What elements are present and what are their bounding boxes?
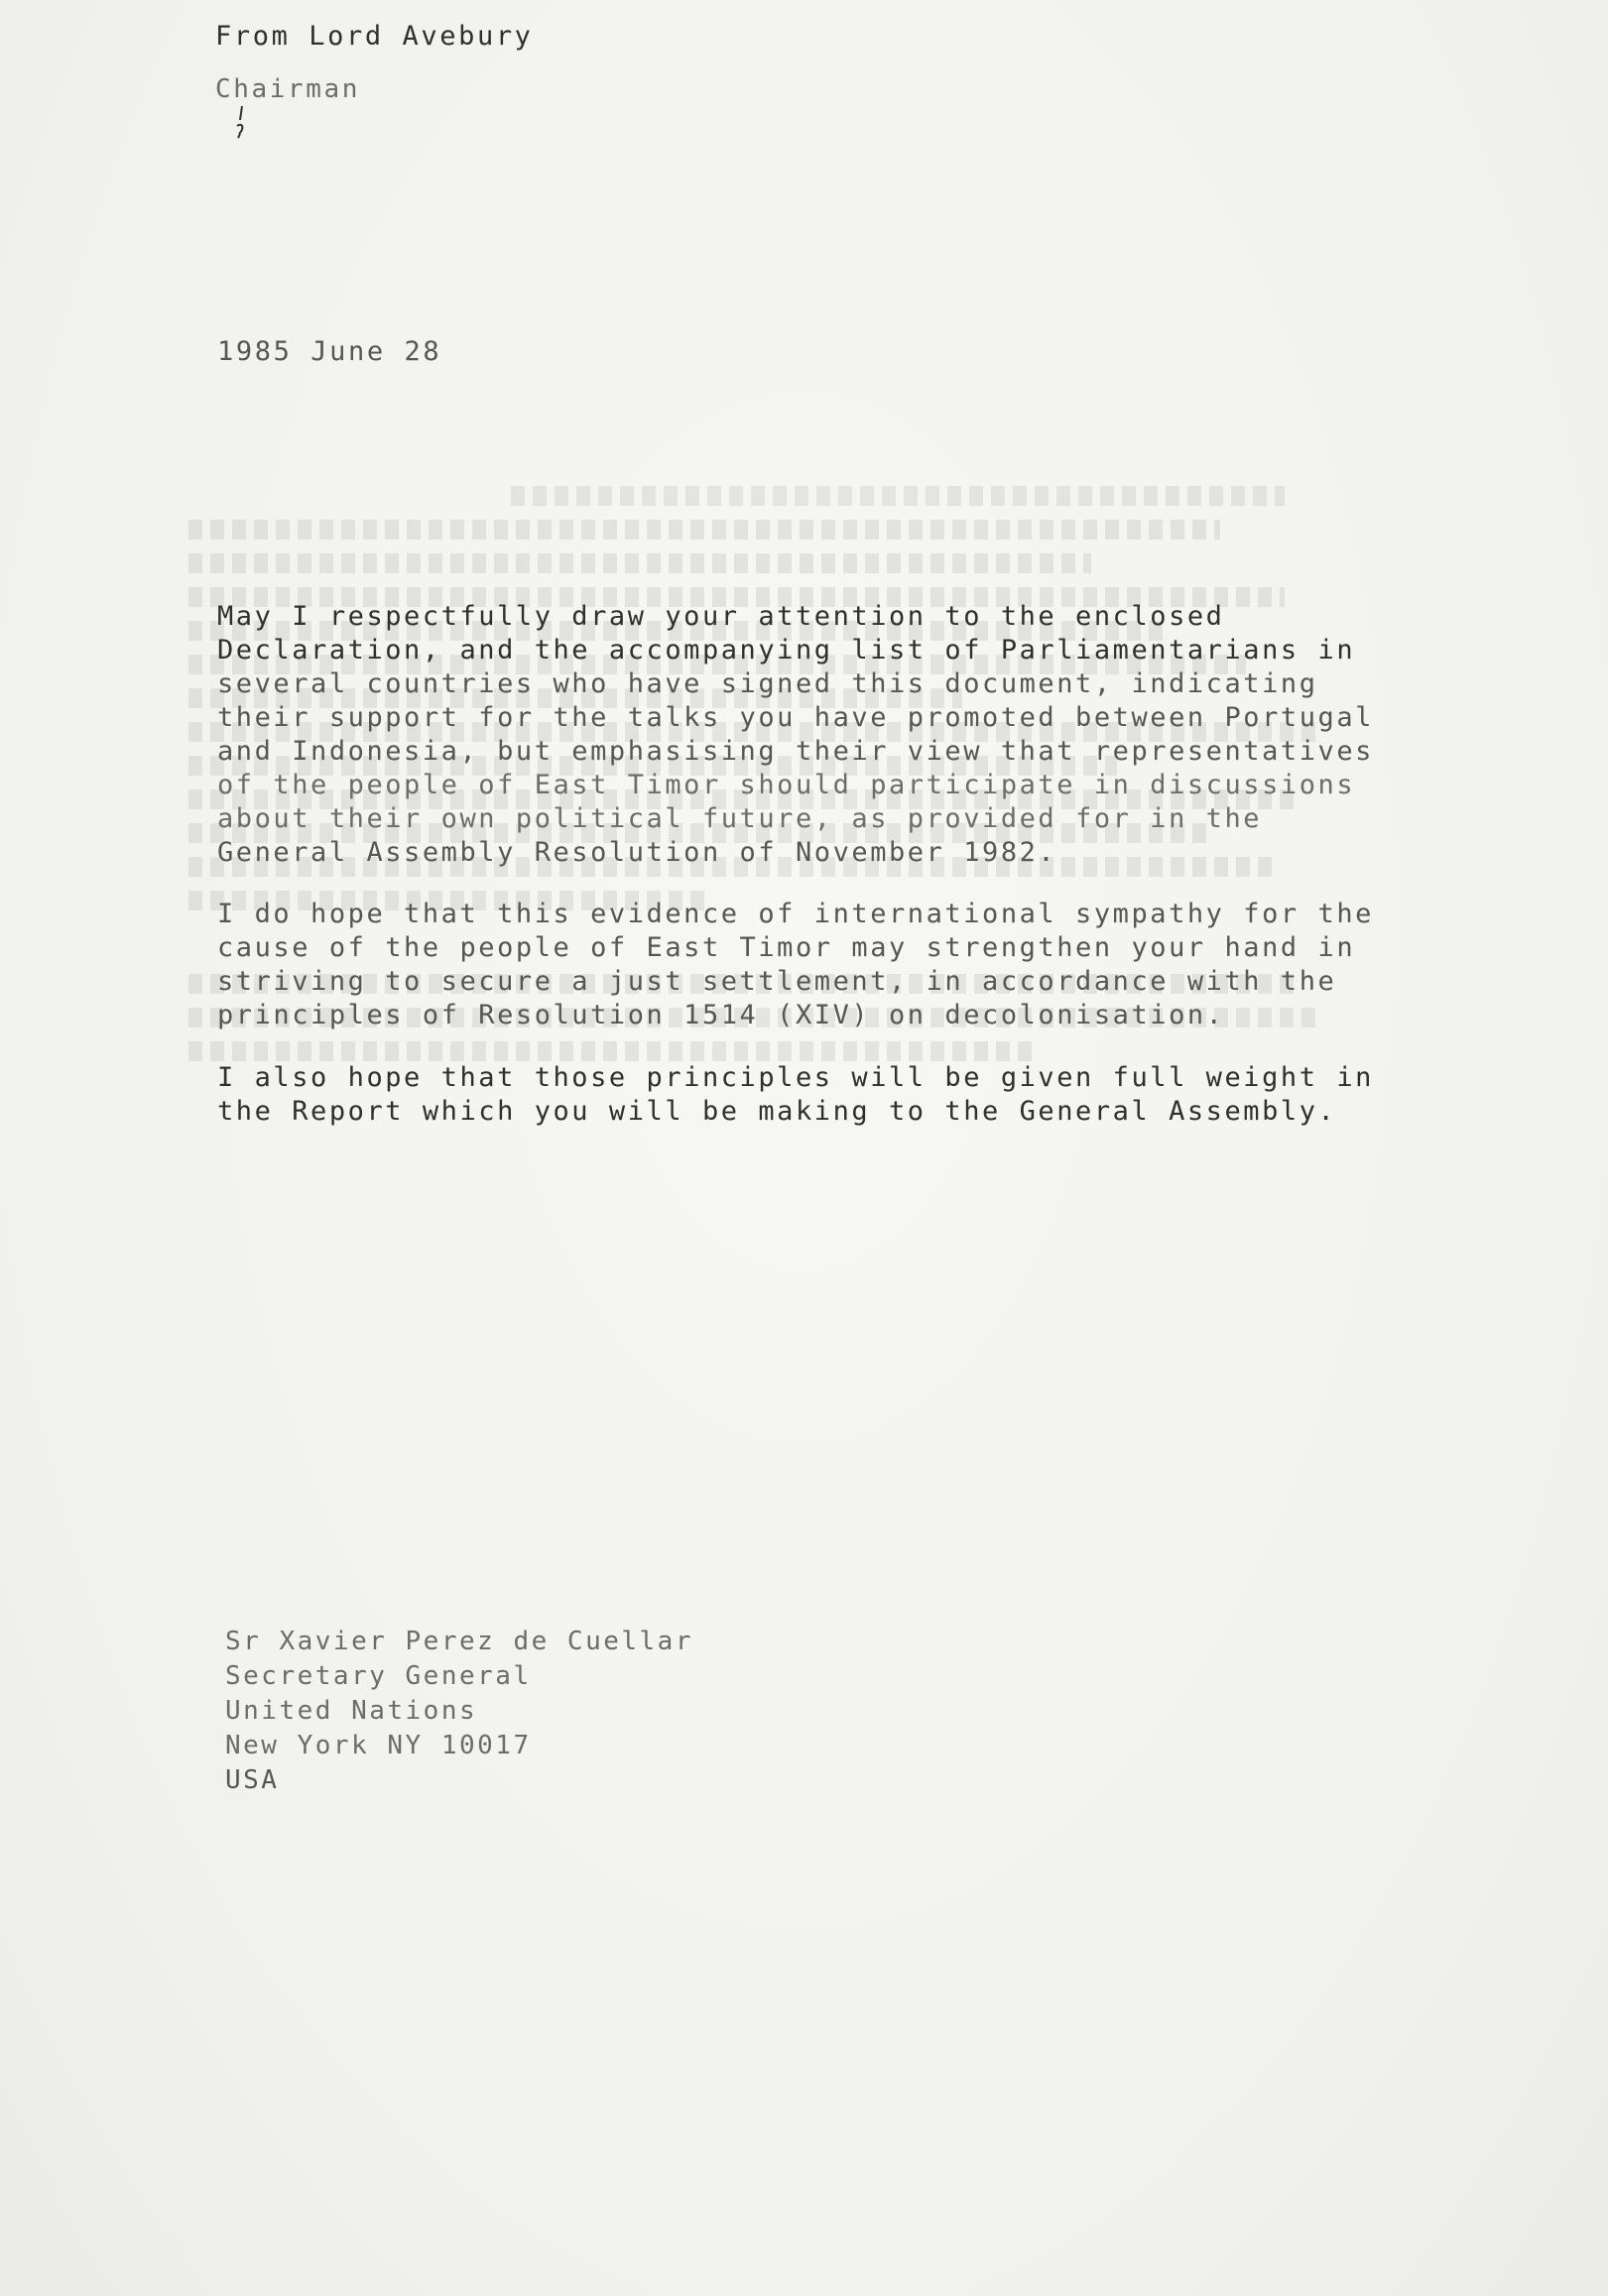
recipient-city: New York NY 10017	[225, 1731, 532, 1760]
text-line: and Indonesia, but emphasising their view that representatives	[217, 736, 1374, 767]
recipient-name: Sr Xavier Perez de Cuellar	[225, 1627, 693, 1656]
paragraph-report	[217, 1061, 1457, 1129]
text-line: General Assembly Resolution of November 1982.	[217, 837, 1057, 868]
recipient-address	[225, 1625, 693, 1798]
text-line: I also hope that those principles will be given full weight in	[217, 1062, 1374, 1093]
recipient-country: USA	[225, 1765, 280, 1795]
signature-mark	[234, 104, 248, 140]
text-line: about their own political future, as provided for in the	[217, 803, 1263, 834]
text-line: Declaration, and the accompanying list of Parliamentarians in	[217, 635, 1356, 665]
letter-date: 1985 June 28	[217, 336, 442, 367]
text-line: I do hope that this evidence of international sympathy for the	[217, 899, 1374, 929]
recipient-organization: United Nations	[225, 1696, 478, 1726]
text-line: their support for the talks you have promoted between Portugal	[217, 702, 1374, 733]
recipient-position: Secretary General	[225, 1661, 532, 1691]
text-line: principles of Resolution 1514 (XIV) on decolonisation.	[217, 1000, 1225, 1030]
paragraph-declaration	[217, 600, 1457, 870]
text-line: of the people of East Timor should participate in discussions	[217, 770, 1356, 800]
text-line: the Report which you will be making to the General Assembly.	[217, 1096, 1337, 1127]
text-line: cause of the people of East Timor may strengthen your hand in	[217, 932, 1356, 963]
paragraph-sympathy	[217, 898, 1457, 1032]
sender-title: Chairman	[215, 74, 361, 104]
text-line: several countries who have signed this document, indicating	[217, 668, 1318, 699]
text-line: May I respectfully draw your attention to the enclosed	[217, 601, 1225, 632]
text-line: striving to secure a just settlement, in accordance with the	[217, 966, 1337, 997]
sender-line: From Lord Avebury	[215, 21, 534, 52]
